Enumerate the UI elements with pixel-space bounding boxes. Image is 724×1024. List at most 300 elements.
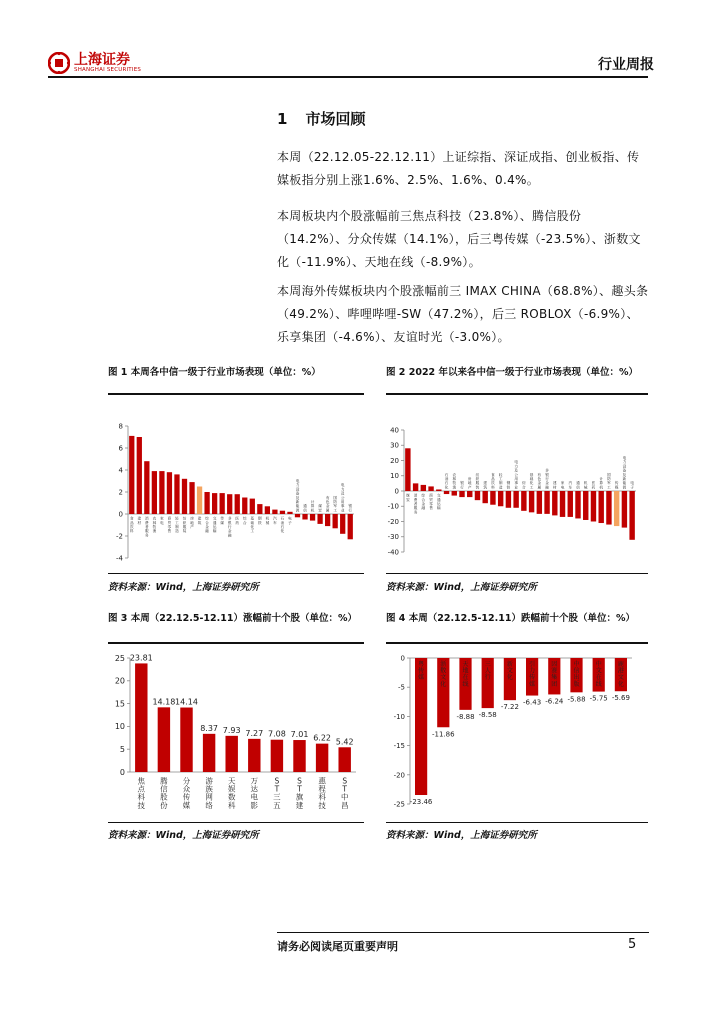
bar (490, 491, 495, 505)
svg-text:传: 传 (182, 792, 191, 802)
category-label (418, 660, 424, 681)
svg-text:科: 科 (137, 792, 146, 802)
svg-text:材: 材 (553, 485, 557, 490)
svg-text:新: 新 (506, 661, 513, 668)
svg-text:备: 备 (295, 491, 300, 496)
svg-text:浙: 浙 (440, 661, 447, 668)
figure-2-source: 资料来源：Wind，上海证券研究所 (386, 582, 537, 593)
paragraph-overseas-stocks: 本周海外传媒板块内个股涨幅前三 IMAX CHINA（68.8%）、趣头条（49.2%）、哔哩哔哩-SW（47.2%），后三 ROBLOX（-6.9%）、乐享集团（-4.6%）、友谊时光（-3.0%）。 (277, 284, 649, 344)
svg-text:技: 技 (318, 800, 326, 810)
svg-text:旗: 旗 (295, 792, 304, 802)
y-tick-label: 4 (118, 466, 123, 475)
svg-text:电: 电 (295, 479, 300, 483)
svg-text:军: 军 (607, 481, 611, 486)
svg-text:石: 石 (444, 472, 449, 477)
svg-text:机: 机 (265, 516, 270, 521)
svg-text:份: 份 (160, 800, 168, 810)
svg-text:煤: 煤 (406, 493, 410, 498)
svg-text:计: 计 (599, 477, 603, 481)
svg-text:工: 工 (498, 477, 503, 481)
svg-text:制: 制 (498, 481, 503, 486)
svg-text:汽: 汽 (568, 481, 573, 486)
bar (544, 491, 549, 514)
category-label (414, 493, 418, 515)
y-tick-label: 0 (400, 654, 405, 663)
bar (182, 479, 187, 514)
bar (614, 491, 619, 526)
svg-text:炭: 炭 (318, 508, 322, 513)
svg-text:电: 电 (630, 481, 634, 486)
svg-text:建: 建 (553, 481, 557, 486)
svg-text:银: 银 (545, 472, 549, 477)
category-label (296, 478, 300, 512)
svg-text:业: 业 (514, 485, 518, 490)
category-label (130, 516, 134, 534)
svg-text:合: 合 (421, 497, 426, 502)
svg-text:林: 林 (152, 520, 157, 525)
paragraph-index-performance: 本周（22.12.05-22.12.11）上证综指、深证成指、创业板指、传媒板指分别上涨1.6%、2.5%、1.6%、0.4%。 (277, 150, 640, 187)
figure-4-source: 资料来源：Wind，上海证券研究所 (386, 830, 537, 841)
category-label (584, 480, 588, 489)
svg-text:非: 非 (545, 468, 549, 473)
y-tick-label: 5 (119, 745, 125, 754)
svg-text:医: 医 (235, 516, 240, 521)
category-label (406, 493, 410, 502)
category-label (145, 516, 149, 538)
svg-text:中: 中 (595, 661, 602, 668)
svg-text:务: 务 (413, 510, 418, 515)
category-label (220, 516, 224, 525)
data-label: 7.01 (290, 730, 309, 740)
svg-text:食: 食 (491, 472, 495, 477)
svg-text:产: 产 (190, 525, 194, 529)
category-label (499, 472, 503, 490)
svg-text:化: 化 (440, 680, 447, 688)
svg-text:线: 线 (462, 680, 469, 688)
svg-text:科: 科 (318, 792, 326, 802)
category-label (553, 480, 557, 489)
svg-text:地: 地 (467, 481, 472, 486)
svg-text:惠: 惠 (318, 776, 326, 786)
bar (135, 663, 147, 772)
figure-3-chart (108, 646, 364, 820)
svg-text:银: 银 (348, 504, 353, 509)
svg-text:族: 族 (205, 784, 213, 794)
svg-text:点: 点 (137, 784, 146, 794)
svg-text:轻: 轻 (498, 472, 503, 477)
svg-text:天: 天 (462, 661, 469, 668)
category-label (437, 493, 441, 511)
svg-text:织: 织 (475, 477, 480, 481)
category-label (288, 516, 292, 525)
svg-text:文: 文 (617, 674, 624, 682)
svg-text:造: 造 (498, 485, 503, 490)
y-tick-label: -30 (387, 533, 399, 542)
svg-text:石: 石 (444, 481, 449, 486)
category-label (183, 516, 187, 534)
category-label (251, 777, 259, 810)
svg-text:输: 输 (212, 529, 217, 534)
y-tick-label: -4 (116, 554, 123, 563)
svg-text:融: 融 (227, 533, 232, 538)
paragraph-domestic-stocks: 本周板块内个股涨幅前三焦点科技（23.8%）、腾信股份（14.2%）、分众传媒（14.1%），后三粤传媒（-23.5%）、浙数文化（-11.9%）、天地在线（-8.9%）。 (277, 209, 641, 269)
svg-text:事: 事 (340, 504, 345, 509)
svg-text:贸: 贸 (429, 497, 433, 502)
svg-text:工: 工 (607, 485, 611, 490)
y-tick-label: 0 (119, 767, 125, 777)
category-label (462, 661, 468, 688)
svg-text:通: 通 (212, 520, 217, 525)
logo-english-name: SHANGHAI SECURITIES (74, 66, 142, 73)
bar (583, 491, 588, 520)
svg-text:械: 械 (583, 485, 588, 490)
footer-divider (277, 932, 649, 933)
shanghai-securities-logo-icon (48, 52, 70, 74)
category-label (618, 660, 624, 688)
svg-text:算: 算 (599, 481, 603, 486)
category-label (452, 472, 456, 490)
svg-text:纺: 纺 (475, 472, 480, 477)
svg-text:建: 建 (483, 481, 487, 486)
bar (606, 491, 611, 525)
category-label (485, 661, 491, 681)
category-label (273, 516, 277, 525)
svg-text:出: 出 (573, 674, 580, 682)
svg-text:信: 信 (576, 485, 580, 490)
bar (629, 491, 634, 540)
category-label (228, 777, 236, 810)
data-label: 7.27 (245, 728, 264, 738)
svg-text:昌: 昌 (340, 800, 349, 810)
logo (48, 52, 141, 74)
svg-text:五: 五 (273, 800, 281, 810)
y-tick-label: -20 (393, 771, 405, 780)
y-tick-label: -25 (393, 800, 405, 809)
svg-text:综: 综 (522, 481, 526, 486)
bar (537, 491, 542, 514)
svg-text:众: 众 (182, 784, 191, 794)
svg-text:食: 食 (129, 516, 134, 521)
bar (144, 461, 149, 514)
bar (316, 744, 328, 772)
svg-text:S: S (297, 776, 302, 786)
category-label (341, 482, 345, 512)
svg-text:电: 电 (250, 792, 259, 802)
category-label (468, 476, 472, 489)
svg-text:电: 电 (560, 485, 565, 490)
section-title (277, 108, 383, 129)
svg-text:零: 零 (167, 525, 172, 529)
category-label (460, 480, 464, 489)
svg-text:综: 综 (421, 493, 426, 498)
svg-text:机: 机 (599, 485, 603, 490)
y-tick-label: -15 (393, 742, 405, 751)
svg-text:T: T (274, 784, 280, 794)
y-tick-label: -2 (116, 532, 123, 541)
data-label: -7.22 (500, 703, 519, 712)
svg-text:工: 工 (175, 520, 179, 525)
svg-text:分: 分 (182, 776, 191, 786)
svg-text:络: 络 (205, 800, 213, 810)
svg-text:家: 家 (160, 516, 164, 521)
svg-text:汽: 汽 (273, 516, 277, 521)
svg-text:炭: 炭 (406, 497, 410, 502)
svg-text:筑: 筑 (483, 485, 487, 490)
bar (295, 514, 300, 517)
data-label: -6.24 (545, 697, 564, 706)
bar (189, 482, 194, 514)
svg-text:技: 技 (137, 800, 146, 810)
y-tick-label: 2 (118, 488, 123, 497)
bar (158, 707, 170, 772)
svg-text:金: 金 (537, 481, 542, 486)
category-label (296, 777, 304, 810)
svg-text:S: S (274, 776, 280, 786)
svg-text:行: 行 (227, 525, 232, 529)
category-label (160, 516, 164, 525)
category-label (573, 660, 579, 688)
bar (197, 487, 202, 515)
svg-text:非: 非 (227, 516, 232, 521)
svg-text:国: 国 (333, 495, 337, 500)
svg-text:服: 服 (413, 506, 418, 511)
svg-text:事: 事 (514, 481, 518, 486)
category-label (281, 516, 285, 534)
svg-text:有: 有 (537, 472, 542, 477)
svg-text:焦: 焦 (137, 776, 146, 786)
category-label (258, 516, 262, 525)
category-label (476, 472, 480, 490)
category-label (153, 516, 157, 534)
svg-text:交: 交 (437, 493, 441, 498)
bar (325, 514, 330, 526)
svg-text:装: 装 (475, 485, 480, 490)
category-label (213, 516, 217, 534)
bar (513, 491, 518, 508)
svg-text:制: 制 (175, 525, 179, 529)
svg-text:建: 建 (295, 800, 304, 810)
bar (225, 736, 237, 772)
svg-text:因: 因 (551, 661, 558, 668)
svg-text:售: 售 (167, 529, 172, 534)
svg-text:钢: 钢 (506, 481, 511, 486)
svg-text:及: 及 (340, 491, 345, 496)
svg-text:防: 防 (333, 500, 337, 504)
figure-3-source: 资料来源：Wind，上海证券研究所 (108, 830, 259, 841)
svg-text:信: 信 (573, 667, 580, 675)
svg-text:牧: 牧 (452, 481, 457, 486)
svg-text:行: 行 (545, 477, 549, 481)
svg-text:电: 电 (622, 456, 627, 460)
svg-text:装: 装 (182, 529, 187, 534)
data-label: -11.86 (432, 730, 455, 739)
svg-text:合: 合 (205, 520, 209, 525)
svg-text:T: T (342, 784, 347, 794)
svg-text:石: 石 (280, 516, 285, 521)
svg-text:力: 力 (529, 667, 536, 675)
svg-text:万: 万 (250, 776, 259, 786)
bar (204, 492, 209, 514)
svg-text:电: 电 (340, 483, 345, 488)
y-tick-label: 0 (118, 510, 123, 519)
svg-text:中: 中 (340, 792, 349, 802)
figure-2-chart (386, 400, 648, 570)
category-label (592, 480, 596, 489)
category-label (266, 516, 270, 525)
bar (591, 491, 596, 522)
svg-text:信: 信 (160, 784, 168, 794)
svg-text:集: 集 (551, 674, 558, 682)
category-label (440, 660, 446, 688)
bar (475, 491, 480, 500)
category-label (507, 660, 513, 681)
figure-4-title: 图 4 本周（22.12.5-12.11）跌幅前十个股（单位：%） (386, 613, 636, 624)
figure-4-bottom-rule (386, 822, 648, 823)
bar (405, 448, 410, 491)
svg-text:通: 通 (303, 504, 307, 509)
category-label (318, 503, 322, 512)
data-label: 14.18 (152, 697, 176, 707)
svg-text:家: 家 (560, 481, 565, 486)
svg-text:计: 计 (310, 500, 315, 504)
category-label (303, 503, 307, 512)
bar (272, 510, 277, 514)
category-label (326, 495, 330, 513)
svg-text:新: 新 (622, 477, 627, 481)
svg-text:费: 费 (145, 520, 149, 525)
data-label: 7.93 (222, 725, 241, 735)
svg-text:S: S (342, 776, 348, 786)
svg-text:础: 础 (529, 477, 534, 481)
svg-text:国: 国 (607, 472, 611, 477)
svg-text:铁: 铁 (506, 485, 511, 490)
section-heading: 市场回顾 (305, 110, 366, 128)
category-label (522, 480, 526, 489)
svg-text:者: 者 (413, 502, 418, 506)
svg-text:费: 费 (413, 497, 418, 502)
svg-text:有: 有 (325, 495, 330, 500)
category-label (514, 459, 518, 489)
svg-text:房: 房 (467, 477, 472, 481)
svg-text:药: 药 (591, 485, 596, 490)
svg-text:科: 科 (227, 800, 236, 810)
svg-text:T: T (297, 784, 302, 794)
category-label (596, 660, 602, 688)
bar (506, 491, 511, 508)
svg-text:色: 色 (537, 477, 542, 481)
svg-text:金: 金 (325, 504, 330, 509)
y-tick-label: 20 (114, 676, 125, 686)
category-label (529, 660, 535, 688)
svg-text:设: 设 (622, 464, 627, 469)
category-label (599, 476, 603, 489)
svg-text:传: 传 (529, 674, 536, 682)
y-tick-label: 25 (114, 653, 125, 663)
svg-text:融: 融 (205, 529, 209, 534)
figure-1-bottom-rule (108, 573, 364, 574)
bar (302, 514, 307, 520)
svg-text:牧: 牧 (152, 525, 157, 529)
category-label (311, 499, 315, 512)
bar (235, 494, 240, 514)
bar (180, 708, 192, 772)
svg-text:服: 服 (475, 481, 480, 486)
svg-text:能: 能 (622, 481, 627, 486)
bar (413, 483, 418, 491)
svg-text:础: 础 (250, 520, 255, 525)
svg-text:轻: 轻 (175, 516, 179, 521)
bar (598, 491, 603, 523)
figure-2-rule (386, 393, 648, 395)
svg-text:行: 行 (484, 674, 491, 682)
y-tick-label: 10 (390, 472, 399, 481)
category-label (615, 480, 619, 489)
svg-text:零: 零 (429, 502, 433, 506)
svg-text:公: 公 (340, 495, 345, 500)
svg-text:料: 料 (129, 529, 134, 534)
category-label (273, 777, 281, 810)
svg-text:化: 化 (529, 481, 534, 486)
svg-text:力: 力 (622, 460, 627, 465)
bar (436, 489, 441, 491)
figure-3-title: 图 3 本周（22.12.5-12.11）涨幅前十个股（单位：%） (108, 613, 358, 624)
figure-1-source: 资料来源：Wind，上海证券研究所 (108, 582, 259, 593)
figure-3-bottom-rule (108, 822, 364, 823)
svg-text:基: 基 (529, 472, 534, 477)
bar (152, 471, 157, 514)
category-label (235, 516, 239, 525)
svg-text:化: 化 (444, 485, 449, 490)
y-tick-label: 0 (394, 487, 399, 496)
svg-text:铁: 铁 (258, 520, 262, 525)
svg-text:械: 械 (265, 520, 270, 525)
svg-text:渔: 渔 (152, 529, 157, 534)
svg-text:天: 天 (227, 776, 236, 786)
category-label (333, 495, 337, 513)
svg-text:地: 地 (462, 667, 469, 675)
svg-text:媒: 媒 (614, 485, 619, 490)
svg-text:通: 通 (576, 481, 580, 486)
category-label (445, 472, 449, 490)
bar (568, 491, 573, 517)
bar (340, 514, 345, 534)
svg-text:版: 版 (573, 680, 580, 688)
category-label (491, 472, 495, 490)
y-tick-label: 15 (114, 699, 125, 709)
category-label (630, 480, 634, 489)
svg-text:品: 品 (491, 477, 495, 481)
y-tick-label: -5 (398, 683, 405, 692)
svg-text:在: 在 (595, 674, 602, 682)
y-tick-label: -40 (387, 548, 399, 557)
category-label (568, 480, 572, 489)
svg-text:在: 在 (462, 674, 469, 682)
svg-text:三: 三 (273, 792, 281, 802)
data-label: 23.81 (129, 653, 153, 663)
category-label (138, 776, 146, 810)
svg-text:电: 电 (514, 460, 518, 465)
svg-text:石: 石 (280, 525, 285, 529)
page-number: 5 (628, 937, 637, 952)
category-label (198, 516, 202, 525)
bar (293, 740, 305, 772)
category-label (429, 493, 433, 511)
svg-text:影: 影 (250, 800, 259, 810)
svg-text:源: 源 (295, 508, 300, 513)
svg-text:商: 商 (167, 516, 172, 521)
svg-text:媒: 媒 (220, 520, 224, 525)
header-divider (48, 76, 648, 78)
